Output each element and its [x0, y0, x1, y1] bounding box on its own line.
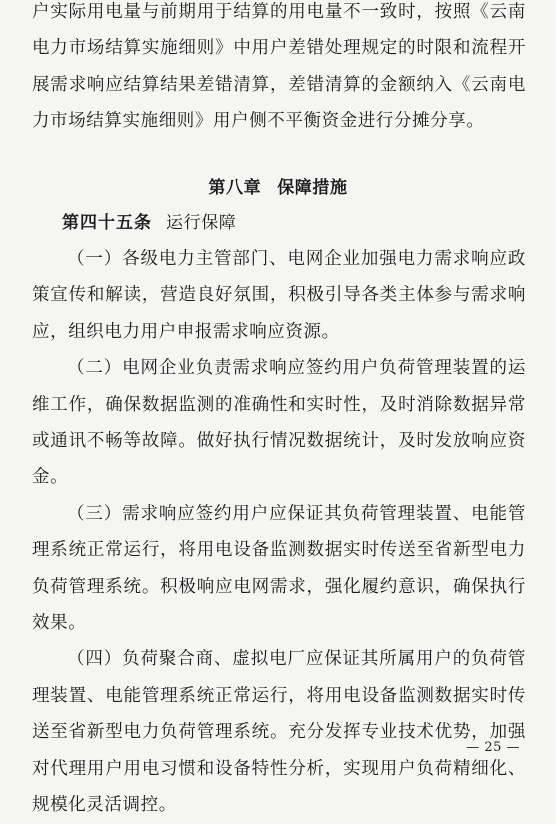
page-number: — 25 —	[466, 740, 520, 755]
chapter-heading	[0, 174, 556, 202]
opening-paragraph: 户实际用电量与前期用于结算的用电量不一致时，按照《云南电力市场结算实施细则》中用户差错处理规定的时限和流程开展需求响应结算结果差错清算，差错清算的金额纳入《云南电力市场结算实施细则》用户侧不平衡资金进行分摊分享。	[32, 2, 526, 132]
item-paragraph: （二）电网企业负责需求响应签约用户负荷管理装置的运维工作，确保数据监测的准确性和实时性，及时消除数据异常或通讯不畅等故障。做好执行情况数据统计，及时发放响应资金。	[32, 358, 526, 488]
item-paragraph: （三）需求响应签约用户应保证其负荷管理装置、电能管理系统正常运行，将用电设备监测数据实时传送至省新型电力负荷管理系统。积极响应电网需求，强化履约意识，确保执行效果。	[32, 503, 526, 634]
article-title: 运行保障	[166, 213, 237, 233]
article-heading	[62, 209, 236, 237]
article-body	[32, 241, 526, 824]
article-number: 第四十五条	[62, 213, 152, 233]
item-paragraph: （一）各级电力主管部门、电网企业加强电力需求响应政策宣传和解读，营造良好氛围，积极引导各类主体参与需求响应，组织电力用户申报需求响应资源。	[32, 249, 526, 342]
chapter-title: 保障措施	[277, 178, 348, 198]
chapter-number: 第八章	[208, 178, 262, 198]
item-paragraph: （四）负荷聚合商、虚拟电厂应保证其所属用户的负荷管理装置、电能管理系统正常运行，将用电设备监测数据实时传送至省新型电力负荷管理系统。充分发挥专业技术优势，加强对代理用户用电习惯和设备特性分析，实现用户负荷精细化、规模化灵活调控。	[32, 649, 526, 816]
